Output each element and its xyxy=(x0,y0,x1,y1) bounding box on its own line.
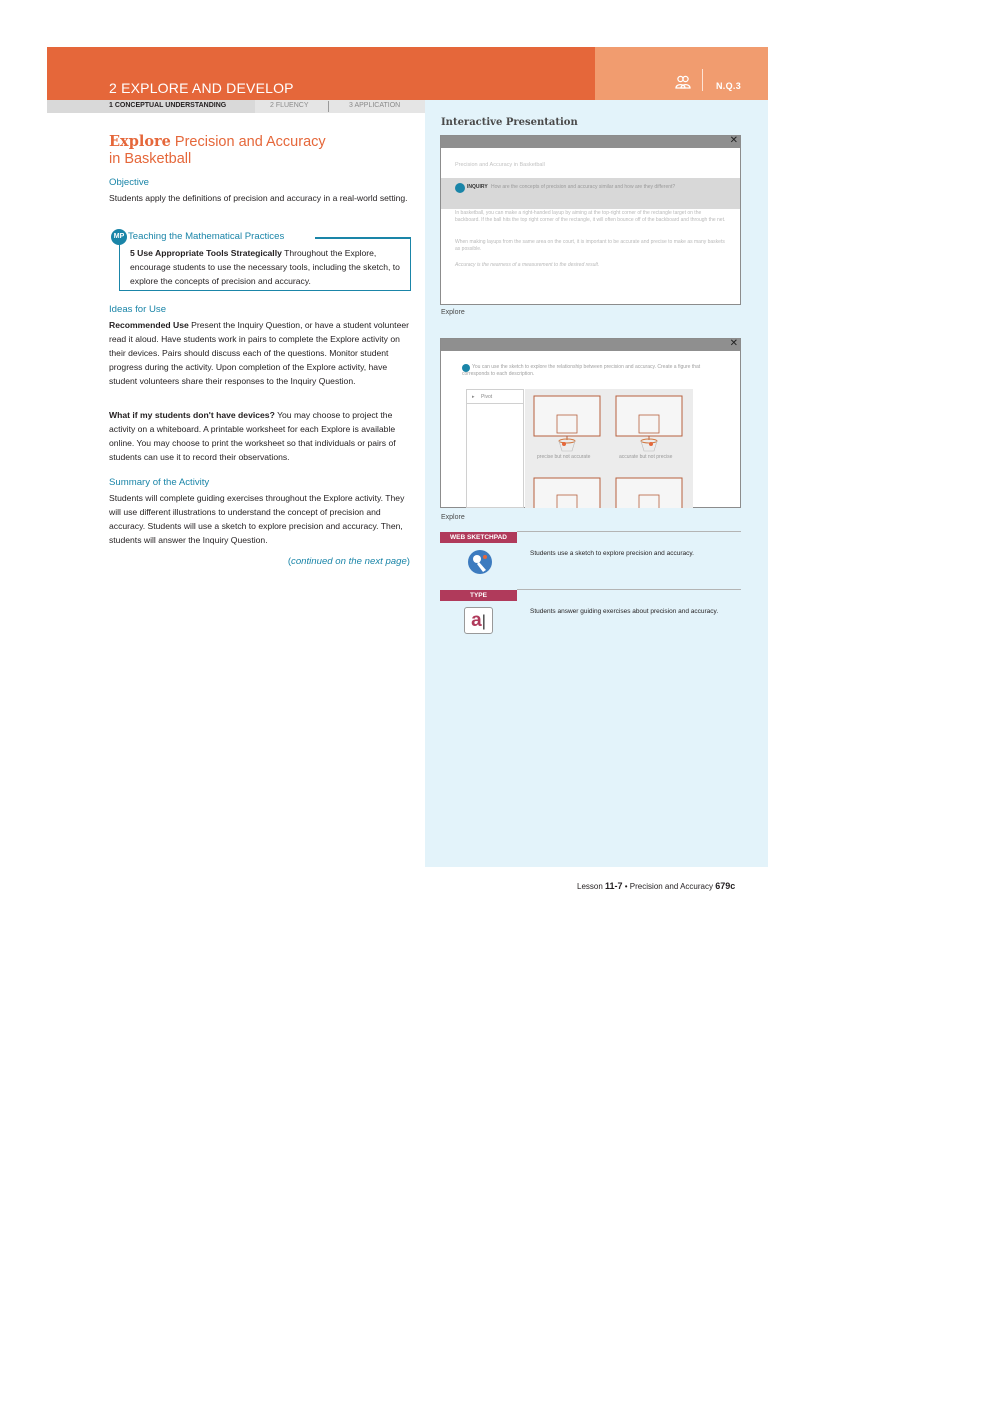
backboard-precise xyxy=(533,395,601,463)
type-text: Students answer guiding exercises about precision and accuracy. xyxy=(530,608,719,615)
tab-conceptual-understanding[interactable]: 1 CONCEPTUAL UNDERSTANDING xyxy=(109,102,227,109)
shot1-caption: Explore xyxy=(441,309,465,316)
title-line2: in Basketball xyxy=(109,151,192,167)
sketch-sidebar xyxy=(466,389,524,508)
page-title xyxy=(109,133,326,168)
backboard-fourth xyxy=(615,477,683,508)
objective-heading: Objective xyxy=(109,177,149,188)
text-cursor-icon: | xyxy=(481,613,486,630)
inquiry-icon xyxy=(455,183,465,193)
continued-open: ( xyxy=(287,556,292,567)
inquiry-screenshot[interactable] xyxy=(440,135,741,305)
summary-text: Students will complete guiding exercises throughout the Explore activity. They will use different illustrations to understand the concept of precision and accuracy. Students will use a sketch to explore precision and accuracy. Then, students will answer the Inquiry Question. xyxy=(109,493,405,545)
shot1-heading: Precision and Accuracy in Basketball xyxy=(455,162,545,168)
footer-lesson-number: 11-7 xyxy=(605,881,623,891)
page-footer xyxy=(577,881,735,891)
recommended-use xyxy=(109,318,411,388)
screenshot-titlebar xyxy=(441,339,740,351)
objective-text: Students apply the definitions of precision and accuracy in a real-world setting. xyxy=(109,193,408,203)
sketch-bullet-icon: ▸ xyxy=(472,394,475,400)
label-accurate-not-precise: accurate but not precise xyxy=(619,454,673,460)
tab-fluency[interactable]: 2 FLUENCY xyxy=(270,102,309,109)
resource-rule xyxy=(517,589,741,590)
tab-application[interactable]: 3 APPLICATION xyxy=(349,102,401,109)
screenshot-titlebar xyxy=(441,136,740,148)
ideas-heading: Ideas for Use xyxy=(109,304,167,315)
continued-note xyxy=(109,556,410,567)
sketch-canvas[interactable] xyxy=(525,389,693,508)
sketchpad-icon[interactable] xyxy=(466,548,494,576)
continued-close: ) xyxy=(406,556,410,567)
mp-text xyxy=(130,246,406,288)
footer-title: • Precision and Accuracy xyxy=(622,882,716,891)
title-explore: Explore xyxy=(109,133,171,150)
shot2-caption: Explore xyxy=(441,514,465,521)
progress-tabs xyxy=(47,100,425,113)
footer-lesson: Lesson xyxy=(577,882,606,891)
mp-heading: Teaching the Mathematical Practices xyxy=(128,231,285,242)
mp-badge-icon: MP xyxy=(111,229,127,245)
recommended-use-label: Recommended Use xyxy=(109,320,189,330)
continued-link[interactable]: continued on the next page xyxy=(291,556,407,567)
devices-note xyxy=(109,408,411,464)
section-header xyxy=(47,47,595,100)
summary-heading: Summary of the Activity xyxy=(109,477,210,488)
close-icon[interactable]: ✕ xyxy=(729,338,738,349)
shot1-paragraph-2: When making layups from the same area on the court, it is important to be accurate and precise to make as many baskets as possible. xyxy=(455,239,725,252)
close-icon[interactable]: ✕ xyxy=(729,135,738,146)
mp-practice-body: Throughout the Explore, encourage students to use the necessary tools, including the sketch, to explore the concepts of precision and accuracy. xyxy=(130,248,400,286)
devices-question: What if my students don't have devices? xyxy=(109,410,275,420)
label-precise-not-accurate: precise but not accurate xyxy=(537,454,591,460)
math-practices-box-top xyxy=(315,237,411,239)
shot1-paragraph-3: Accuracy is the nearness of a measurement to the desired result. xyxy=(455,262,600,268)
inquiry-bar xyxy=(441,178,740,209)
web-sketchpad-text: Students use a sketch to explore precision and accuracy. xyxy=(530,550,694,557)
sketch-screenshot[interactable] xyxy=(440,338,741,508)
type-icon-glyph: a xyxy=(471,610,482,631)
standard-code: N.Q.3 xyxy=(716,81,742,91)
sketch-sidebar-label: Pivot xyxy=(481,394,493,400)
type-icon[interactable] xyxy=(464,607,493,634)
sketch-sidebar-item[interactable] xyxy=(467,390,523,404)
page-number: 679c xyxy=(715,881,736,891)
title-rest: Precision and Accuracy xyxy=(170,134,326,150)
inquiry-label: INQUIRY xyxy=(467,184,488,190)
sketch-instruction: You can use the sketch to explore the relationship between precision and accuracy. Create a figure that corresponds to each description. xyxy=(462,364,701,377)
recommended-use-text: Present the Inquiry Question, or have a student volunteer read it aloud. Have students work in pairs to complete the Explore activity on their devices. Pairs should discuss each of the questions. Monitor student progress during the activity. Upon completion of the Explore activity, have student volunteers share their responses to the Inquiry Question. xyxy=(109,320,409,386)
standard-header xyxy=(595,47,768,100)
inquiry-question: How are the concepts of precision and accuracy similar and how are they different? xyxy=(491,184,676,190)
resource-rule xyxy=(517,531,741,532)
interactive-presentation-title: Interactive Presentation xyxy=(441,117,578,128)
shot1-paragraph-1: In basketball, you can make a right-handed layup by aiming at the top-right corner of the rectangle target on the backboard. If the ball hits the top right corner of the rectangle, it will often bounce off of the backboard and through the net. xyxy=(455,210,726,223)
backboard-accurate xyxy=(615,395,683,463)
type-tag: TYPE xyxy=(440,590,517,601)
section-title: 2 EXPLORE AND DEVELOP xyxy=(109,80,294,96)
web-sketchpad-tag: WEB SKETCHPAD xyxy=(440,532,517,543)
tab-divider xyxy=(328,101,329,112)
header-divider xyxy=(702,69,703,91)
backboard-third xyxy=(533,477,601,508)
devices-text: You may choose to project the activity on a whiteboard. A printable worksheet for each Explore is available online. You may choose to print the worksheet so that individuals or pairs of students can use it to record their observations. xyxy=(109,410,396,462)
mp-practice-title: 5 Use Appropriate Tools Strategically xyxy=(130,248,282,258)
people-icon xyxy=(675,75,691,89)
